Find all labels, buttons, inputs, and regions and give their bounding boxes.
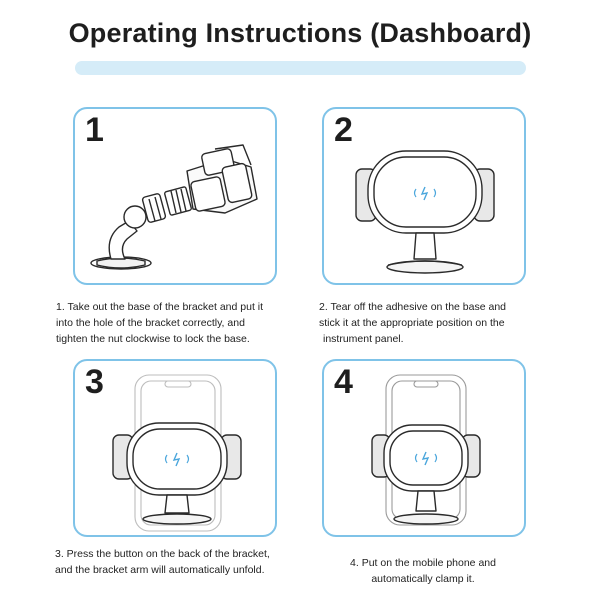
- caption-line: 2. Tear off the adhesive on the base and: [319, 301, 507, 313]
- caption-line: into the hole of the bracket correctly, and: [56, 317, 245, 329]
- caption-line: instrument panel.: [323, 333, 404, 345]
- caption-line: 4. Put on the mobile phone and: [350, 557, 496, 569]
- caption-line: 1. Take out the base of the bracket and put it: [56, 301, 264, 313]
- step-3-card: [73, 359, 277, 537]
- phone-clamped-illustration: [324, 361, 524, 535]
- step-2-caption: [319, 299, 569, 347]
- holder-front-illustration: [324, 109, 524, 283]
- step-2-number: 2: [334, 111, 353, 149]
- step-4-card: [322, 359, 526, 537]
- caption-line: stick it at the appropriate position on the: [319, 317, 505, 329]
- step-1-number: 1: [85, 111, 104, 149]
- title-underline-bar: [75, 61, 526, 75]
- step-1-card: [73, 107, 277, 285]
- bracket-assembly-illustration: [75, 109, 275, 283]
- caption-line: and the bracket arm will automatically unfold.: [55, 564, 265, 576]
- holder-unfold-illustration: [75, 361, 275, 535]
- step-1-caption: [56, 299, 306, 347]
- caption-line: tighten the nut clockwise to lock the base.: [56, 333, 250, 345]
- step-3-caption: [55, 546, 315, 578]
- page-title: Operating Instructions (Dashboard): [68, 18, 532, 48]
- step-4-number: 4: [334, 363, 353, 401]
- step-3-number: 3: [85, 363, 104, 401]
- step-4-caption: [323, 555, 523, 587]
- step-2-card: [322, 107, 526, 285]
- caption-line: 3. Press the button on the back of the bracket,: [55, 548, 270, 560]
- caption-line: automatically clamp it.: [371, 573, 475, 585]
